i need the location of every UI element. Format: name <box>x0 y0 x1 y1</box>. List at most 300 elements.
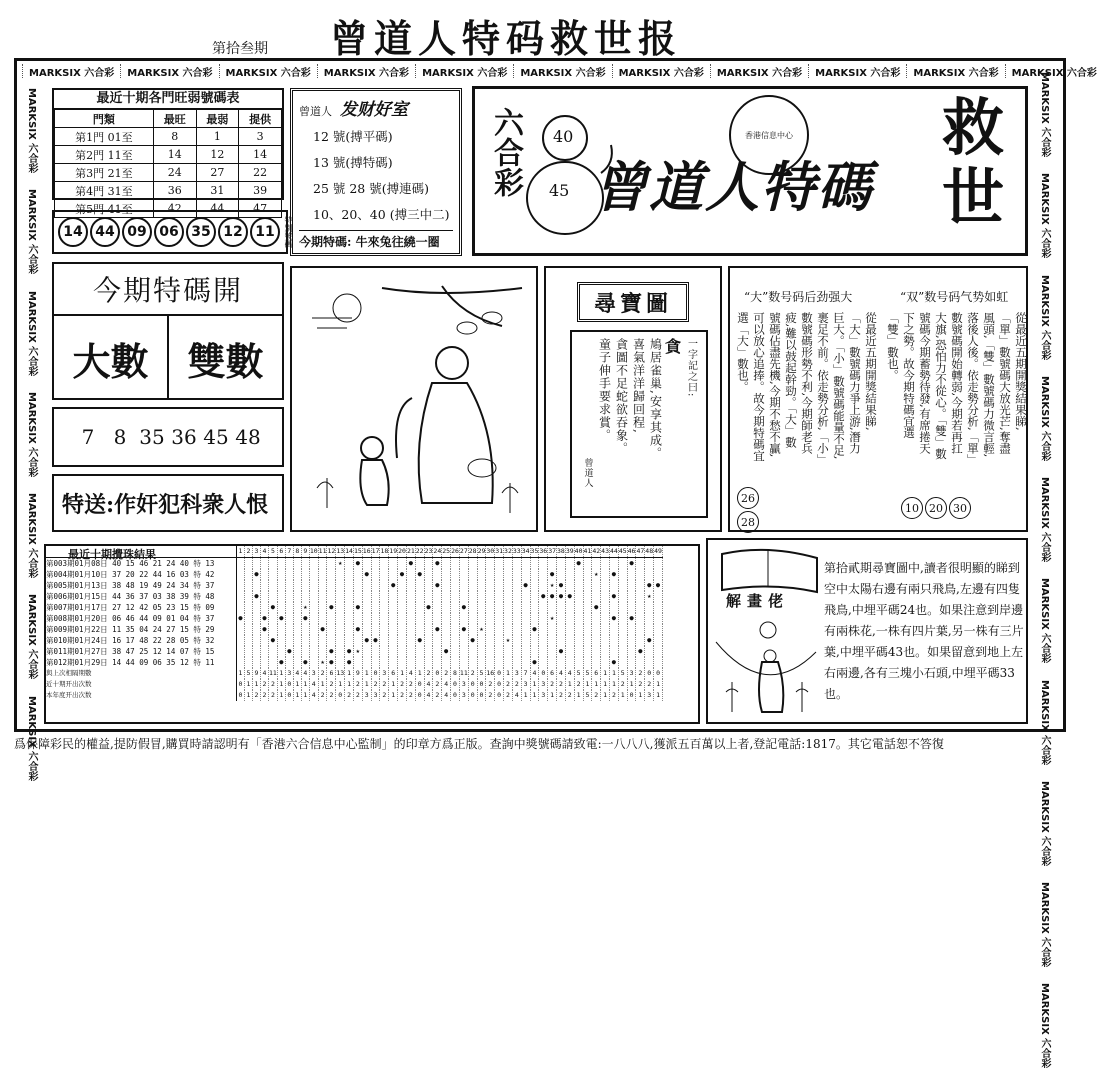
draw-cell <box>336 635 345 646</box>
draw-cell <box>442 558 451 570</box>
ball: 09 <box>122 217 152 247</box>
draw-cell <box>293 558 301 570</box>
draw-stat-value: 2 <box>261 679 269 690</box>
open-title: 今期特碼開 <box>54 264 282 316</box>
draw-stat-value: 4 <box>565 668 574 679</box>
draw-stat-row <box>46 690 662 701</box>
draw-cell <box>495 613 504 624</box>
draw-cell <box>468 558 477 570</box>
draw-stat-value: 0 <box>371 668 380 679</box>
analysis-even-text <box>888 312 1028 492</box>
draw-stat-value: 0 <box>539 668 548 679</box>
draw-cell <box>245 646 253 657</box>
marquee-text: MARKSIX 六合彩 <box>1039 882 1050 968</box>
left-marquee <box>23 80 39 781</box>
draw-stat-value: 2 <box>636 679 645 690</box>
draw-stat-value: 5 <box>574 668 583 679</box>
draw-stat-value: 1 <box>504 668 513 679</box>
logo-num-b: 45 <box>549 181 570 200</box>
draw-cell <box>318 580 327 591</box>
draw-cell <box>486 657 495 668</box>
draw-cell <box>309 602 318 613</box>
draw-cell <box>309 635 318 646</box>
open-number: 36 <box>171 425 197 449</box>
draw-stat-value: 4 <box>309 679 318 690</box>
draw-cell: ● <box>353 624 362 635</box>
draw-stat-value: 1 <box>362 679 371 690</box>
draw-cell <box>654 657 663 668</box>
trend-cell: 第1門 01至 <box>55 128 154 146</box>
draw-cell <box>574 657 583 668</box>
open-left: 大數 <box>54 316 169 400</box>
draw-cell <box>285 602 293 613</box>
draw-cell <box>530 602 539 613</box>
draw-col-number: 48 <box>645 546 654 558</box>
draw-stat-value: 4 <box>406 668 415 679</box>
draw-cell <box>269 569 278 580</box>
draw-stat-value: 2 <box>609 690 618 701</box>
draw-cell <box>627 580 636 591</box>
draw-cell <box>245 558 253 570</box>
analysis-big-nums <box>736 486 760 534</box>
draw-row-label: 第009期01月22日 11 35 04 24 27 15 特 29 <box>46 624 237 635</box>
draw-cell <box>618 569 627 580</box>
draw-col-number: 31 <box>495 546 504 558</box>
draw-cell <box>459 569 468 580</box>
draw-cell <box>345 624 354 635</box>
draw-stat-value: 1 <box>609 668 618 679</box>
draw-cell <box>336 657 345 668</box>
draw-col-number: 25 <box>442 546 451 558</box>
draw-cell <box>451 646 460 657</box>
draw-cell: ● <box>262 625 267 633</box>
draw-cell <box>539 646 548 657</box>
draw-cell: ● <box>557 580 566 591</box>
draw-stat-value: 2 <box>636 668 645 679</box>
draw-cell <box>636 657 645 668</box>
draw-cell <box>301 558 309 570</box>
draw-stat-value: 1 <box>237 668 245 679</box>
draw-cell <box>451 569 460 580</box>
draw-cell <box>309 558 318 570</box>
draw-cell <box>380 646 389 657</box>
draw-stat-value: 0 <box>627 690 636 701</box>
draw-cell <box>645 646 654 657</box>
circled-number: 26 <box>737 487 759 509</box>
draw-stat-value: 1 <box>530 679 539 690</box>
draw-cell <box>583 646 592 657</box>
draw-cell: ● <box>303 658 308 666</box>
draw-cell <box>309 591 318 602</box>
draw-cell <box>530 646 539 657</box>
draw-cell <box>627 646 636 657</box>
draw-cell <box>592 646 601 657</box>
draw-col-number: 14 <box>345 546 354 558</box>
draw-stat-value: 0 <box>468 690 477 701</box>
draw-stat-value: 3 <box>309 668 318 679</box>
draw-cell: ● <box>238 614 243 622</box>
draw-cell: ● <box>327 657 336 668</box>
puzzle-text: 第拾貳期尋寶圖中,讀者很明顯的睇到空中太陽右邊有兩只飛鳥,左邊有四隻飛鳥,中埋平碼24也。如果注意到岸邊有兩株花,一株有四片葉,另一株有三片葉,中埋平碼43也。如果留意到地上左右兩邊,各有三塊小石頭,中埋平碼33也。 <box>824 561 1024 701</box>
draw-cell <box>477 635 486 646</box>
draw-cell <box>609 624 618 635</box>
draw-cell <box>380 602 389 613</box>
draw-cell <box>336 602 345 613</box>
draw-cell: ● <box>548 591 557 602</box>
marquee-text: MARKSIX 六合彩 <box>808 64 906 78</box>
draw-cell <box>380 580 389 591</box>
draw-cell: ● <box>433 558 442 570</box>
draw-cell <box>245 580 253 591</box>
draw-cell <box>345 580 354 591</box>
draw-cell <box>495 657 504 668</box>
marquee-text: MARKSIX 六合彩 <box>1039 477 1050 563</box>
draw-cell <box>336 613 345 624</box>
draw-col-number: 1 <box>237 546 245 558</box>
draw-cell <box>345 602 354 613</box>
draw-cell <box>309 569 318 580</box>
draw-cell: ● <box>609 613 618 624</box>
draw-cell <box>362 591 371 602</box>
draw-stat-value: 0 <box>415 679 424 690</box>
draw-cell <box>548 635 557 646</box>
draw-cell <box>327 558 336 570</box>
draw-cell <box>415 591 424 602</box>
draw-cell: ★ <box>548 613 557 624</box>
analysis-even-nums <box>900 496 972 520</box>
draw-cell <box>486 591 495 602</box>
draw-col-number: 32 <box>504 546 513 558</box>
draw-cell <box>353 591 362 602</box>
draw-cell <box>451 613 460 624</box>
draw-cell: ● <box>262 614 267 622</box>
draw-cell <box>654 646 663 657</box>
fortune-special-label: 今期特碼: <box>299 235 352 249</box>
draw-stat-value: 2 <box>512 679 521 690</box>
draw-cell <box>237 635 245 646</box>
draw-cell <box>424 613 433 624</box>
draw-col-number: 13 <box>336 546 345 558</box>
draw-cell <box>521 624 530 635</box>
draw-cell: ● <box>279 658 284 666</box>
draw-col-number: 46 <box>627 546 636 558</box>
draw-cell: ★ <box>548 580 557 591</box>
draw-col-number: 22 <box>415 546 424 558</box>
draw-stat-value: 4 <box>442 679 451 690</box>
draw-stat-value: 2 <box>565 690 574 701</box>
draw-stat-value: 4 <box>301 668 309 679</box>
draw-cell <box>521 602 530 613</box>
draw-cell <box>583 657 592 668</box>
draw-stat-value: 3 <box>539 679 548 690</box>
treasure-poem-title: 一字記之曰: <box>685 338 697 398</box>
draw-cell <box>433 569 442 580</box>
draw-cell <box>433 591 442 602</box>
draw-col-number: 33 <box>512 546 521 558</box>
draw-stat-value: 2 <box>574 679 583 690</box>
draw-cell <box>565 657 574 668</box>
draw-cell <box>277 580 285 591</box>
top-marquee <box>22 64 1097 79</box>
draw-cell <box>504 624 513 635</box>
draw-stat-value: 2 <box>380 679 389 690</box>
draw-cell <box>486 624 495 635</box>
draw-cell: ● <box>345 657 354 668</box>
draw-cell <box>539 657 548 668</box>
issue-number: 第拾叁期 <box>212 41 268 57</box>
draw-cell <box>353 613 362 624</box>
draw-cell <box>293 624 301 635</box>
draw-stat-value: 4 <box>424 679 433 690</box>
draw-cell <box>486 635 495 646</box>
draw-cell <box>627 657 636 668</box>
draw-cell <box>618 646 627 657</box>
draw-cell <box>451 591 460 602</box>
draw-cell <box>477 569 486 580</box>
analysis-line: 裹足不前。依走勢分析,「小」 <box>816 312 830 466</box>
draw-cell: ● <box>539 591 548 602</box>
ball: 06 <box>154 217 184 247</box>
draw-cell <box>645 558 654 570</box>
draw-cell <box>548 657 557 668</box>
draw-cell <box>539 580 548 591</box>
trend-row <box>55 164 282 182</box>
draw-stat-value: 2 <box>504 690 513 701</box>
draw-cell <box>557 613 566 624</box>
draw-cell <box>253 580 261 591</box>
marquee-text: MARKSIX 六合彩 <box>1039 274 1050 360</box>
draw-stat-value: 1 <box>601 690 610 701</box>
draw-cell <box>618 657 627 668</box>
analysis-line: 號碼今期蓄勢待發,有席捲天 <box>918 312 932 454</box>
draw-cell <box>636 591 645 602</box>
draw-stat-value: 1 <box>521 690 530 701</box>
draw-row <box>46 558 662 570</box>
draw-cell: ● <box>627 613 636 624</box>
draw-cell <box>406 635 415 646</box>
trend-cell: 24 <box>153 164 196 182</box>
marquee-text: MARKSIX 六合彩 <box>612 64 710 78</box>
draw-cell: ● <box>548 569 557 580</box>
draw-cell <box>371 602 380 613</box>
draw-stat-value: 3 <box>521 679 530 690</box>
trend-cell: 36 <box>153 182 196 200</box>
analysis-line: 落後人後。依走勢分析,「單」 <box>966 312 980 466</box>
draw-cell <box>504 602 513 613</box>
draw-cell <box>592 580 601 591</box>
draw-cell <box>285 569 293 580</box>
marquee-text: MARKSIX 六合彩 <box>317 64 415 78</box>
draw-cell <box>459 613 468 624</box>
draw-cell <box>468 602 477 613</box>
draw-cell <box>627 591 636 602</box>
draw-cell <box>636 624 645 635</box>
draw-cell <box>353 657 362 668</box>
draw-cell: ● <box>254 570 259 578</box>
draw-cell <box>362 602 371 613</box>
draw-cell <box>601 646 610 657</box>
special-box <box>52 474 284 532</box>
draw-cell <box>433 613 442 624</box>
draw-cell <box>380 591 389 602</box>
draw-cell <box>504 558 513 570</box>
draw-cell <box>583 558 592 570</box>
draw-row <box>46 591 662 602</box>
analysis-line: 號碼佔盡先機,今期不愁不贏, <box>768 312 782 458</box>
draw-col-number: 11 <box>318 546 327 558</box>
draw-row-label: 第004期01月10日 37 20 22 44 16 03 特 42 <box>46 569 237 580</box>
draw-col-number: 2 <box>245 546 253 558</box>
draw-stat-value: 5 <box>477 668 486 679</box>
draw-cell <box>636 602 645 613</box>
fortune-line: 13 號(搏特碼) <box>313 155 393 170</box>
draw-col-number: 44 <box>609 546 618 558</box>
draw-cell <box>609 580 618 591</box>
draw-cell <box>353 635 362 646</box>
draw-cell <box>512 635 521 646</box>
draw-cell <box>504 569 513 580</box>
trend-cell: 3 <box>239 128 282 146</box>
draw-cell <box>548 558 557 570</box>
draw-cell: ● <box>645 635 654 646</box>
draw-stat-value: 6 <box>592 668 601 679</box>
draw-cell <box>521 558 530 570</box>
draw-cell <box>406 580 415 591</box>
draw-cell <box>389 624 398 635</box>
draw-stat-value: 1 <box>415 668 424 679</box>
draw-cell: ● <box>269 602 278 613</box>
treasure-scroll <box>570 330 708 518</box>
analysis-line: 「單」數號碼大放光芒,奪盡 <box>998 312 1012 454</box>
draw-cell <box>245 591 253 602</box>
draw-cell <box>424 580 433 591</box>
draw-cell <box>557 624 566 635</box>
circled-number: 20 <box>925 497 947 519</box>
draw-cell <box>301 580 309 591</box>
draw-cell <box>327 580 336 591</box>
draw-cell <box>442 624 451 635</box>
draw-stat-value: 0 <box>336 690 345 701</box>
draw-col-number: 23 <box>424 546 433 558</box>
draw-stat-value: 2 <box>618 679 627 690</box>
draw-cell <box>654 613 663 624</box>
analysis-head-even: “双”数号码气势如虹 <box>900 290 1009 304</box>
draw-cell <box>601 558 610 570</box>
draw-cell <box>654 602 663 613</box>
draw-col-number: 47 <box>636 546 645 558</box>
draw-cell <box>574 602 583 613</box>
logo-box <box>472 86 1028 256</box>
draw-stat-value: 0 <box>451 690 460 701</box>
draw-cell <box>592 558 601 570</box>
draw-cell <box>601 602 610 613</box>
draw-cell <box>459 591 468 602</box>
draw-cell <box>495 624 504 635</box>
draw-stat-value: 5 <box>618 668 627 679</box>
marquee-text: MARKSIX 六合彩 <box>26 695 37 781</box>
draw-cell <box>301 591 309 602</box>
draw-cell <box>486 602 495 613</box>
open-number: 48 <box>235 425 261 449</box>
fortune-box <box>290 88 462 256</box>
analysis-line: 下之勢。故今期特碼宜選 <box>902 312 916 439</box>
draw-cell <box>468 657 477 668</box>
draw-cell <box>277 569 285 580</box>
draw-cell: ● <box>415 569 424 580</box>
draw-cell <box>415 613 424 624</box>
analysis-line: 「雙」數也。 <box>886 312 900 381</box>
analysis-big-text <box>738 312 878 492</box>
treasure-box <box>544 266 722 532</box>
draw-cell <box>301 635 309 646</box>
trend-cell: 第2門 11至 <box>55 146 154 164</box>
draw-cell: ● <box>254 592 259 600</box>
draw-cell <box>261 635 269 646</box>
draw-cell <box>424 624 433 635</box>
draw-col-number: 41 <box>583 546 592 558</box>
draw-cell: ★ <box>353 646 362 657</box>
marquee-text: MARKSIX 六合彩 <box>219 64 317 78</box>
draw-cell <box>362 646 371 657</box>
draw-cell <box>253 646 261 657</box>
draw-stat-value: 2 <box>557 679 566 690</box>
draw-cell <box>583 624 592 635</box>
draw-stat-row <box>46 679 662 690</box>
draw-cell <box>237 646 245 657</box>
draw-cell <box>433 635 442 646</box>
draw-stat-value: 2 <box>327 690 336 701</box>
marquee-text: MARKSIX 六合彩 <box>1039 679 1050 765</box>
draw-cell <box>371 580 380 591</box>
draw-cell <box>398 613 407 624</box>
draw-col-number: 8 <box>293 546 301 558</box>
draw-cell: ● <box>362 635 371 646</box>
draw-col-number: 34 <box>521 546 530 558</box>
draw-cell <box>583 635 592 646</box>
draw-stat-value: 5 <box>245 668 253 679</box>
fortune-special-text: 牛來兔往繞一圈 <box>355 235 440 249</box>
ball: 44 <box>90 217 120 247</box>
draw-stat-value: 4 <box>530 668 539 679</box>
trend-cell: 14 <box>239 146 282 164</box>
draw-cell <box>293 591 301 602</box>
draw-cell: ★ <box>303 603 308 611</box>
draw-col-number: 27 <box>459 546 468 558</box>
analysis-line: 疲,難以鼓起幹勁。「大」數 <box>784 312 798 448</box>
open-number: 35 <box>139 425 165 449</box>
draw-cell <box>362 613 371 624</box>
draw-stat-value: 2 <box>486 679 495 690</box>
draw-stat-value: 2 <box>353 679 362 690</box>
draw-row-label: 第008期01月20日 06 46 44 09 01 04 特 37 <box>46 613 237 624</box>
draw-cell <box>442 613 451 624</box>
draw-cell <box>336 569 345 580</box>
draw-col-number: 36 <box>539 546 548 558</box>
draw-stat-value: 0 <box>477 679 486 690</box>
fortune-signer: 曾道人 <box>299 105 332 118</box>
draw-cell: ★ <box>477 624 486 635</box>
draw-cell <box>495 569 504 580</box>
draw-stat-value: 1 <box>583 679 592 690</box>
draw-stat-value: 0 <box>495 690 504 701</box>
analysis-head-big: “大”数号码后劲强大 <box>744 290 853 304</box>
draw-col-number: 29 <box>477 546 486 558</box>
draw-cell <box>309 613 318 624</box>
draw-cell <box>574 580 583 591</box>
draw-cell <box>398 646 407 657</box>
draw-cell <box>424 591 433 602</box>
draw-cell <box>353 569 362 580</box>
